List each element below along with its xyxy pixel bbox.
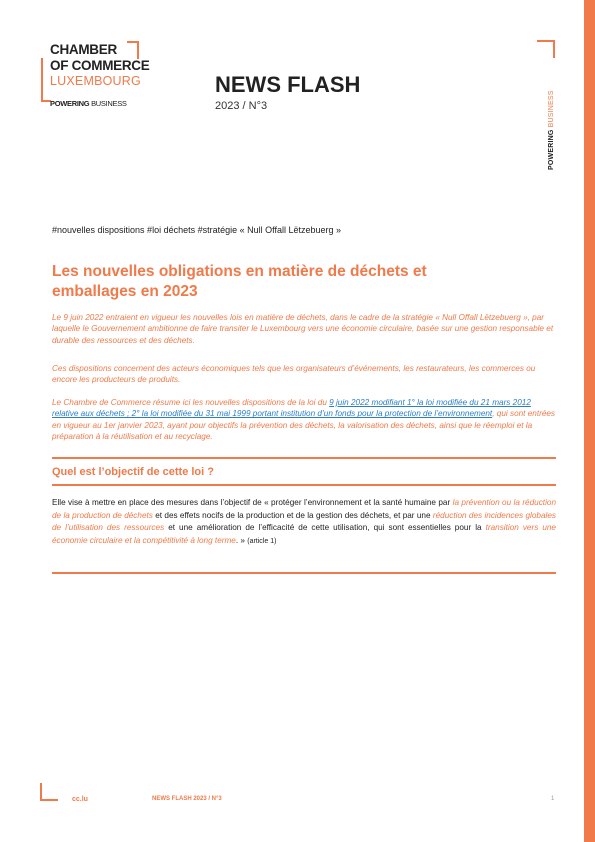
logo-line-1: CHAMBER <box>50 42 117 57</box>
logo-tagline-bold: POWERING <box>50 99 90 108</box>
article-reference: (article 1) <box>247 537 277 545</box>
intro-p3-before: Le Chambre de Commerce résume ici les nouvelles dispositions de la loi du <box>52 398 330 407</box>
law-link[interactable]: 9 juin 2022 modifiant 1° la loi modifiée du 21 mars 2012 relative aux déchets ; 2° la loi modifiée du 31 mai 1999 portant institution d’un fonds pour la protection de l’environnement <box>52 398 531 419</box>
objective-text-2: et des effets nocifs de la production et de la gestion des déchets, et par une <box>152 510 433 520</box>
article-title: Les nouvelles obligations en matière de déchets et emballages en 2023 <box>52 263 427 300</box>
intro-paragraph-3 <box>52 397 556 442</box>
footer-issue: NEWS FLASH 2023 / N°3 <box>152 796 222 802</box>
newsflash-title: NEWS FLASH <box>215 72 361 97</box>
chamber-of-commerce-logo[interactable] <box>50 42 185 112</box>
intro-paragraph-1: Le 9 juin 2022 entraient en vigueur les nouvelles lois en matière de déchets, dans le cadre de la stratégie « Null Offall Lëtzebuerg », par laquelle le Gouvernement ambitionne de faire transiter le Luxembourg vers une économie circulaire, basée sur une gestion responsable et durable des ressources et des déchets. <box>52 313 554 345</box>
vertical-bold: POWERING <box>548 129 555 170</box>
objective-paragraph <box>52 497 556 548</box>
section-divider-top <box>52 457 556 459</box>
corner-bracket-top-right <box>537 40 555 58</box>
logo-tagline-light: BUSINESS <box>89 99 127 108</box>
vertical-light: BUSINESS <box>548 90 555 130</box>
objective-text-3: et une amélioration de l’efficacité de cette utilisation, qui sont essentielles pour la <box>164 523 486 533</box>
intro-p3-after: , qui sont entrées en vigueur au 1er janvier 2023, ayant pour objectifs la prévention des déchets, la valorisation des déchets, ainsi que le réemploi et la préparation à la réutilisation et au recyclage. <box>52 409 556 441</box>
powering-business-vertical <box>548 70 558 170</box>
objective-text-4: . » <box>235 535 248 545</box>
logo-line-3: LUXEMBOURG <box>50 74 141 88</box>
hashtags: #nouvelles dispositions #loi déchets #stratégie « Null Offall Lëtzebuerg » <box>52 225 342 235</box>
objective-highlight-2: réduction des incidences globales de l’utilisation des ressources <box>52 510 556 533</box>
objective-text-1: Elle vise à mettre en place des mesures dans l’objectif de « protéger l’environnement et la santé humaine par <box>52 498 453 507</box>
logo-line-2: OF COMMERCE <box>50 58 150 73</box>
section-title: Quel est l’objectif de cette loi ? <box>52 466 214 478</box>
logo-tagline <box>50 99 127 108</box>
section-divider-bottom <box>52 484 556 486</box>
orange-edge-strip <box>584 0 595 842</box>
corner-bracket-bottom-left <box>40 783 58 801</box>
objective-highlight-3: transition vers une économie circulaire et la compétitivité à long terme <box>52 523 556 545</box>
section-end-divider <box>52 572 556 574</box>
intro-paragraph-2: Ces dispositions concernent des acteurs économiques tels que les organisateurs d’événements, les restaurateurs, les commerces ou encore les producteurs de produits. <box>52 364 536 385</box>
newsflash-issue: 2023 / N°3 <box>215 100 268 112</box>
footer-site-link[interactable]: cc.lu <box>72 796 88 803</box>
page-number: 1 <box>551 796 555 802</box>
objective-highlight-1: la prévention ou la réduction de la production de déchets <box>52 498 556 520</box>
